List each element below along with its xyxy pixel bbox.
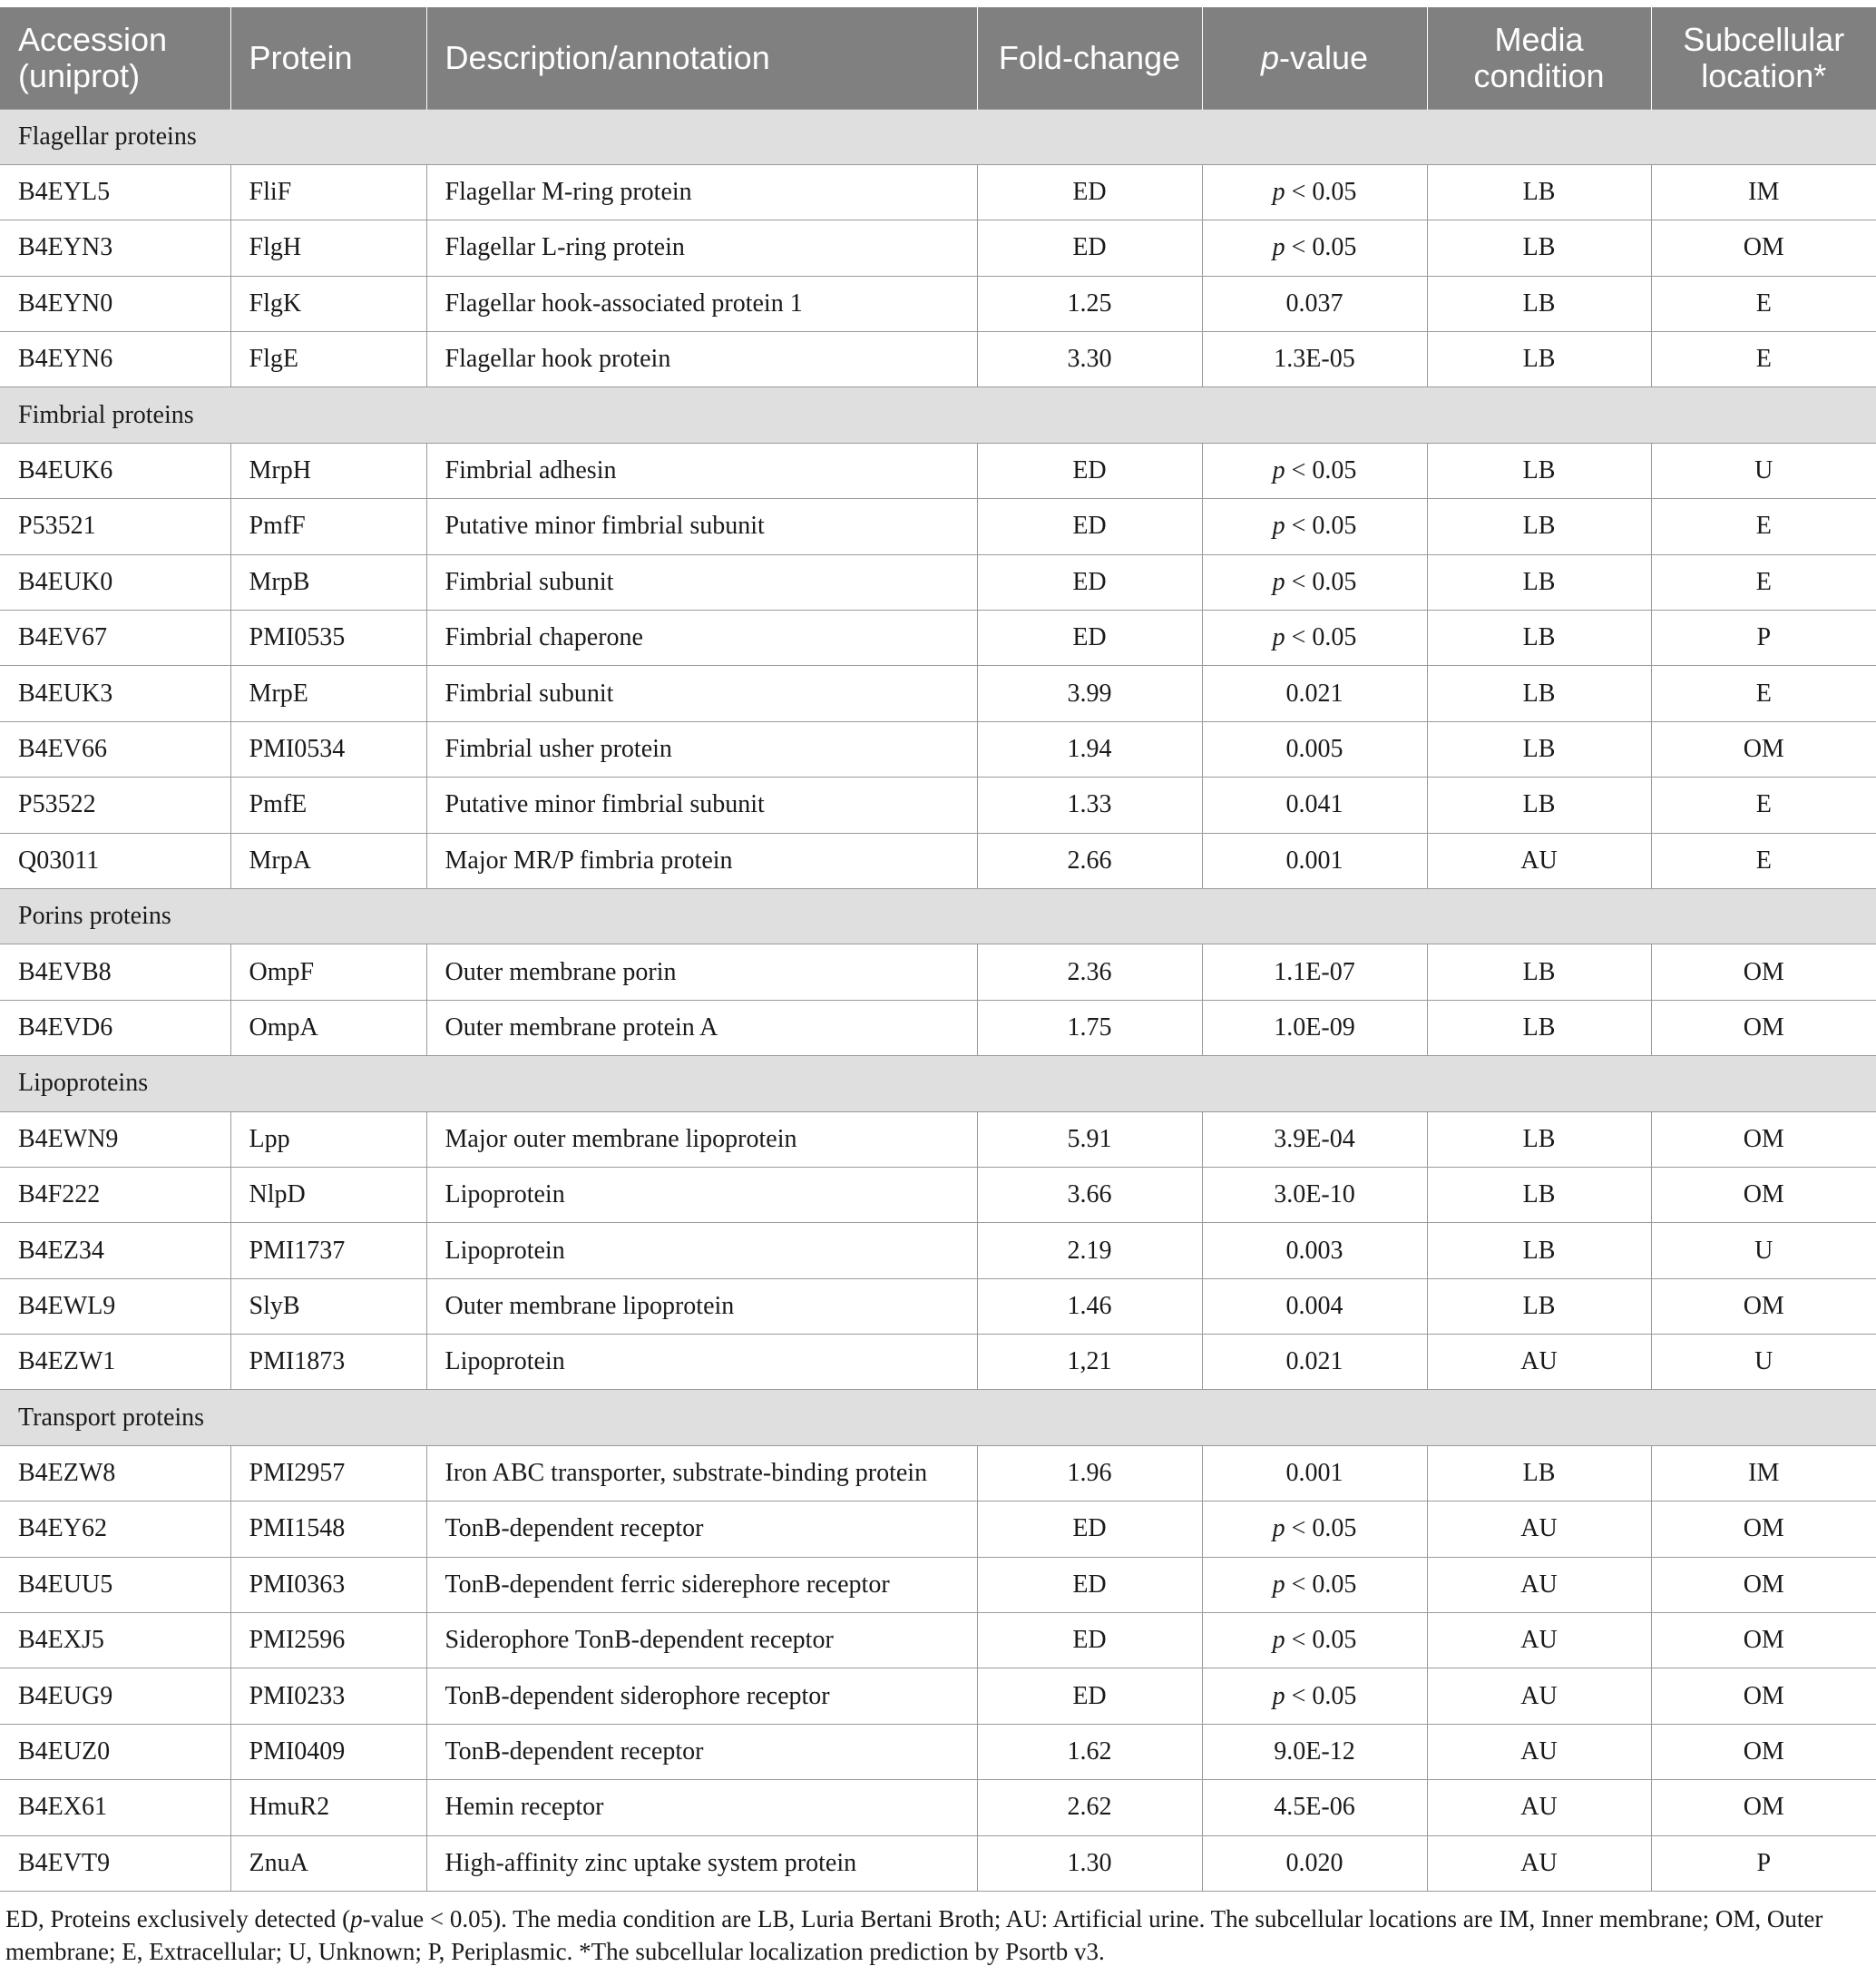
p-value-cell: 0.004 [1202, 1278, 1427, 1334]
location-cell: OM [1651, 1557, 1876, 1612]
accession-cell: B4EUG9 [0, 1668, 230, 1724]
location-cell: IM [1651, 164, 1876, 220]
location-cell: E [1651, 666, 1876, 721]
table-row [0, 1167, 1876, 1222]
media-cell: LB [1427, 332, 1651, 387]
fold-change-cell: 1.33 [977, 778, 1202, 833]
p-value-cell: 0.021 [1202, 1335, 1427, 1390]
media-cell: LB [1427, 778, 1651, 833]
media-cell: AU [1427, 1557, 1651, 1612]
media-cell: AU [1427, 1335, 1651, 1390]
table-row [0, 1613, 1876, 1668]
p-value-cell: 0.020 [1202, 1835, 1427, 1891]
table-row [0, 611, 1876, 666]
media-cell: AU [1427, 1668, 1651, 1724]
p-value-cell: p < 0.05 [1202, 1557, 1427, 1612]
description-cell: TonB-dependent receptor [426, 1502, 977, 1557]
table-row [0, 778, 1876, 833]
section-row [0, 109, 1876, 164]
description-cell: Flagellar hook-associated protein 1 [426, 276, 977, 331]
accession-cell: B4EV66 [0, 721, 230, 777]
header-media-condition: Media condition [1427, 7, 1651, 109]
accession-cell: B4EVB8 [0, 944, 230, 1000]
location-cell: OM [1651, 721, 1876, 777]
p-value-cell: p < 0.05 [1202, 1668, 1427, 1724]
fold-change-cell: 1.30 [977, 1835, 1202, 1891]
location-cell: OM [1651, 1668, 1876, 1724]
table-header [0, 7, 1876, 109]
table-body [0, 109, 1876, 1892]
p-value-cell: p < 0.05 [1202, 164, 1427, 220]
table-row [0, 666, 1876, 721]
header-description: Description/annotation [426, 7, 977, 109]
fold-change-cell: 1.94 [977, 721, 1202, 777]
header-fold-change: Fold-change [977, 7, 1202, 109]
p-value-cell: p < 0.05 [1202, 443, 1427, 498]
location-cell: OM [1651, 1502, 1876, 1557]
p-value-cell: 0.005 [1202, 721, 1427, 777]
description-cell: Fimbrial adhesin [426, 443, 977, 498]
protein-cell: PMI1548 [230, 1502, 426, 1557]
fold-change-cell: ED [977, 611, 1202, 666]
fold-change-cell: 5.91 [977, 1111, 1202, 1167]
p-value-cell: 3.0E-10 [1202, 1167, 1427, 1222]
protein-cell: PmfF [230, 499, 426, 554]
location-cell: OM [1651, 1167, 1876, 1222]
accession-cell: B4EZW8 [0, 1445, 230, 1501]
section-title: Porins proteins [0, 888, 1876, 944]
accession-cell: B4EUK0 [0, 554, 230, 610]
accession-cell: B4EYN3 [0, 220, 230, 276]
location-cell: U [1651, 443, 1876, 498]
p-value-cell: 0.041 [1202, 778, 1427, 833]
protein-cell: HmuR2 [230, 1780, 426, 1835]
fold-change-cell: ED [977, 1613, 1202, 1668]
accession-cell: B4EUK3 [0, 666, 230, 721]
location-cell: OM [1651, 1000, 1876, 1055]
media-cell: AU [1427, 1502, 1651, 1557]
protein-cell: PMI0535 [230, 611, 426, 666]
media-cell: LB [1427, 1000, 1651, 1055]
description-cell: Flagellar L-ring protein [426, 220, 977, 276]
header-p-value [1202, 7, 1427, 109]
protein-cell: OmpF [230, 944, 426, 1000]
fold-change-cell: ED [977, 499, 1202, 554]
media-cell: AU [1427, 1780, 1651, 1835]
table-footnote: ED, Proteins exclusively detected (p-value < 0.05). The media condition are LB, Luria Bertani Broth; AU: Artificial urine. The subcellular locations are IM, Inner membrane; OM, Outer membrane; E, Extracellular; U, Unknown; P, Periplasmic. *The subcellular localization prediction by Psortb v3. [5, 1905, 1823, 1965]
accession-cell: Q03011 [0, 833, 230, 888]
fold-change-cell: 1.75 [977, 1000, 1202, 1055]
section-row [0, 1056, 1876, 1111]
p-value-cell: 1.3E-05 [1202, 332, 1427, 387]
p-value-cell: 0.021 [1202, 666, 1427, 721]
location-cell: OM [1651, 1613, 1876, 1668]
description-cell: Outer membrane porin [426, 944, 977, 1000]
accession-cell: B4EZ34 [0, 1223, 230, 1278]
p-value-cell: 0.001 [1202, 833, 1427, 888]
accession-cell: B4EXJ5 [0, 1613, 230, 1668]
location-cell: OM [1651, 220, 1876, 276]
table-row [0, 1223, 1876, 1278]
description-cell: Fimbrial usher protein [426, 721, 977, 777]
description-cell: Fimbrial subunit [426, 554, 977, 610]
media-cell: AU [1427, 1835, 1651, 1891]
media-cell: LB [1427, 1223, 1651, 1278]
fold-change-cell: ED [977, 1557, 1202, 1612]
section-title: Lipoproteins [0, 1056, 1876, 1111]
accession-cell: B4EWL9 [0, 1278, 230, 1334]
header-accession: Accession (uniprot) [0, 7, 230, 109]
fold-change-cell: 2.62 [977, 1780, 1202, 1835]
p-value-cell: p < 0.05 [1202, 1502, 1427, 1557]
fold-change-cell: 1.46 [977, 1278, 1202, 1334]
table-row [0, 1502, 1876, 1557]
media-cell: LB [1427, 499, 1651, 554]
location-cell: E [1651, 778, 1876, 833]
fold-change-cell: 2.66 [977, 833, 1202, 888]
media-cell: LB [1427, 1445, 1651, 1501]
accession-cell: B4EYN0 [0, 276, 230, 331]
section-row [0, 1390, 1876, 1445]
p-value-cell: p < 0.05 [1202, 220, 1427, 276]
table-row [0, 1335, 1876, 1390]
location-cell: OM [1651, 1278, 1876, 1334]
section-title: Fimbrial proteins [0, 387, 1876, 443]
protein-cell: PMI1737 [230, 1223, 426, 1278]
table-row [0, 1780, 1876, 1835]
media-cell: LB [1427, 666, 1651, 721]
fold-change-cell: 1.62 [977, 1724, 1202, 1779]
description-cell: Outer membrane lipoprotein [426, 1278, 977, 1334]
accession-cell: B4EVD6 [0, 1000, 230, 1055]
fold-change-cell: ED [977, 164, 1202, 220]
fold-change-cell: ED [977, 1502, 1202, 1557]
media-cell: AU [1427, 833, 1651, 888]
media-cell: LB [1427, 220, 1651, 276]
accession-cell: B4EV67 [0, 611, 230, 666]
fold-change-cell: 1.96 [977, 1445, 1202, 1501]
location-cell: OM [1651, 1724, 1876, 1779]
p-value-cell: 1.0E-09 [1202, 1000, 1427, 1055]
table-row [0, 1835, 1876, 1891]
location-cell: E [1651, 499, 1876, 554]
location-cell: U [1651, 1335, 1876, 1390]
description-cell: Putative minor fimbrial subunit [426, 499, 977, 554]
protein-cell: MrpE [230, 666, 426, 721]
accession-cell: B4EYL5 [0, 164, 230, 220]
description-cell: TonB-dependent ferric siderephore receptor [426, 1557, 977, 1612]
protein-cell: SlyB [230, 1278, 426, 1334]
location-cell: E [1651, 332, 1876, 387]
description-cell: Lipoprotein [426, 1335, 977, 1390]
accession-cell: P53522 [0, 778, 230, 833]
section-row [0, 888, 1876, 944]
accession-cell: B4EUU5 [0, 1557, 230, 1612]
media-cell: LB [1427, 554, 1651, 610]
section-row [0, 387, 1876, 443]
protein-cell: ZnuA [230, 1835, 426, 1891]
table-row [0, 833, 1876, 888]
protein-cell: MrpA [230, 833, 426, 888]
p-value-cell: 3.9E-04 [1202, 1111, 1427, 1167]
protein-cell: FlgK [230, 276, 426, 331]
location-cell: OM [1651, 1111, 1876, 1167]
media-cell: LB [1427, 611, 1651, 666]
accession-cell: B4EY62 [0, 1502, 230, 1557]
location-cell: OM [1651, 1780, 1876, 1835]
p-value-cell: p < 0.05 [1202, 554, 1427, 610]
location-cell: P [1651, 611, 1876, 666]
media-cell: LB [1427, 1167, 1651, 1222]
p-value-cell: 4.5E-06 [1202, 1780, 1427, 1835]
table-row [0, 944, 1876, 1000]
description-cell: Hemin receptor [426, 1780, 977, 1835]
fold-change-cell: ED [977, 554, 1202, 610]
header-p-value-rest: -value [1278, 38, 1369, 76]
table-row [0, 276, 1876, 331]
media-cell: LB [1427, 944, 1651, 1000]
accession-cell: B4EX61 [0, 1780, 230, 1835]
header-subcellular-location: Subcellular location* [1651, 7, 1876, 109]
protein-cell: PMI2957 [230, 1445, 426, 1501]
p-value-cell: p < 0.05 [1202, 611, 1427, 666]
accession-cell: B4EWN9 [0, 1111, 230, 1167]
description-cell: Major outer membrane lipoprotein [426, 1111, 977, 1167]
location-cell: E [1651, 833, 1876, 888]
table-row [0, 1557, 1876, 1612]
p-value-cell: 9.0E-12 [1202, 1724, 1427, 1779]
media-cell: LB [1427, 443, 1651, 498]
fold-change-cell: ED [977, 1668, 1202, 1724]
location-cell: U [1651, 1223, 1876, 1278]
media-cell: LB [1427, 276, 1651, 331]
protein-cell: FliF [230, 164, 426, 220]
protein-cell: PmfE [230, 778, 426, 833]
fold-change-cell: 1.25 [977, 276, 1202, 331]
p-value-cell: 1.1E-07 [1202, 944, 1427, 1000]
accession-cell: B4EYN6 [0, 332, 230, 387]
protein-cell: NlpD [230, 1167, 426, 1222]
table-row [0, 1445, 1876, 1501]
table-row [0, 1278, 1876, 1334]
description-cell: Lipoprotein [426, 1223, 977, 1278]
media-cell: LB [1427, 721, 1651, 777]
description-cell: Putative minor fimbrial subunit [426, 778, 977, 833]
accession-cell: B4F222 [0, 1167, 230, 1222]
description-cell: Fimbrial chaperone [426, 611, 977, 666]
description-cell: Flagellar M-ring protein [426, 164, 977, 220]
table-row [0, 164, 1876, 220]
media-cell: LB [1427, 1111, 1651, 1167]
media-cell: AU [1427, 1724, 1651, 1779]
description-cell: Flagellar hook protein [426, 332, 977, 387]
accession-cell: B4EUZ0 [0, 1724, 230, 1779]
table-row [0, 1111, 1876, 1167]
description-cell: Major MR/P fimbria protein [426, 833, 977, 888]
description-cell: Siderophore TonB-dependent receptor [426, 1613, 977, 1668]
media-cell: LB [1427, 164, 1651, 220]
protein-cell: PMI0363 [230, 1557, 426, 1612]
location-cell: IM [1651, 1445, 1876, 1501]
location-cell: OM [1651, 944, 1876, 1000]
protein-cell: FlgE [230, 332, 426, 387]
description-cell: Iron ABC transporter, substrate-binding protein [426, 1445, 977, 1501]
description-cell: TonB-dependent receptor [426, 1724, 977, 1779]
fold-change-cell: 2.19 [977, 1223, 1202, 1278]
header-p-value-italic: p [1260, 38, 1279, 76]
table-row [0, 1724, 1876, 1779]
section-title: Flagellar proteins [0, 109, 1876, 164]
p-value-cell: p < 0.05 [1202, 499, 1427, 554]
location-cell: E [1651, 276, 1876, 331]
table-row [0, 443, 1876, 498]
p-value-cell: 0.003 [1202, 1223, 1427, 1278]
protein-table [0, 7, 1876, 1892]
fold-change-cell: 1,21 [977, 1335, 1202, 1390]
fold-change-cell: ED [977, 220, 1202, 276]
description-cell: Outer membrane protein A [426, 1000, 977, 1055]
description-cell: Fimbrial subunit [426, 666, 977, 721]
media-cell: LB [1427, 1278, 1651, 1334]
table-row [0, 1000, 1876, 1055]
table-row [0, 721, 1876, 777]
protein-cell: PMI0233 [230, 1668, 426, 1724]
description-cell: Lipoprotein [426, 1167, 977, 1222]
accession-cell: B4EZW1 [0, 1335, 230, 1390]
fold-change-cell: 3.99 [977, 666, 1202, 721]
table-row [0, 332, 1876, 387]
protein-cell: Lpp [230, 1111, 426, 1167]
table-row [0, 220, 1876, 276]
accession-cell: P53521 [0, 499, 230, 554]
p-value-cell: 0.001 [1202, 1445, 1427, 1501]
accession-cell: B4EVT9 [0, 1835, 230, 1891]
table-row [0, 1668, 1876, 1724]
description-cell: TonB-dependent siderophore receptor [426, 1668, 977, 1724]
location-cell: P [1651, 1835, 1876, 1891]
protein-cell: FlgH [230, 220, 426, 276]
protein-cell: PMI0534 [230, 721, 426, 777]
fold-change-cell: ED [977, 443, 1202, 498]
table-row [0, 499, 1876, 554]
protein-cell: OmpA [230, 1000, 426, 1055]
protein-cell: MrpH [230, 443, 426, 498]
protein-cell: PMI0409 [230, 1724, 426, 1779]
table-row [0, 554, 1876, 610]
location-cell: E [1651, 554, 1876, 610]
accession-cell: B4EUK6 [0, 443, 230, 498]
p-value-cell: 0.037 [1202, 276, 1427, 331]
media-cell: AU [1427, 1613, 1651, 1668]
fold-change-cell: 3.66 [977, 1167, 1202, 1222]
section-title: Transport proteins [0, 1390, 1876, 1445]
fold-change-cell: 3.30 [977, 332, 1202, 387]
header-row [0, 7, 1876, 109]
header-protein: Protein [230, 7, 426, 109]
protein-cell: PMI2596 [230, 1613, 426, 1668]
description-cell: High-affinity zinc uptake system protein [426, 1835, 977, 1891]
p-value-cell: p < 0.05 [1202, 1613, 1427, 1668]
protein-cell: MrpB [230, 554, 426, 610]
fold-change-cell: 2.36 [977, 944, 1202, 1000]
table-container [0, 7, 1876, 1968]
protein-cell: PMI1873 [230, 1335, 426, 1390]
